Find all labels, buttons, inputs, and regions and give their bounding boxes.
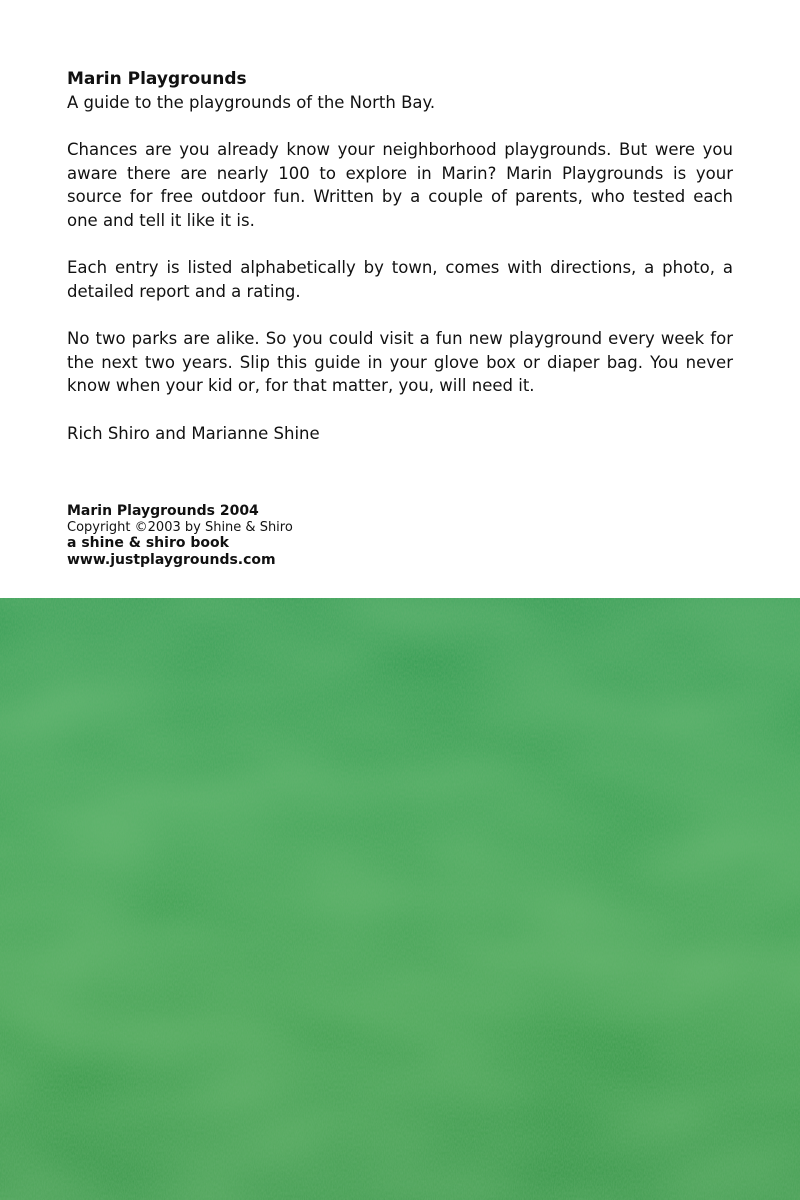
intro-text-block bbox=[67, 68, 733, 445]
grass-texture bbox=[0, 598, 800, 1200]
colophon bbox=[67, 502, 467, 569]
paragraph-entries: Each entry is listed alphabetically by town, comes with directions, a photo, a detailed report and a rating. bbox=[67, 258, 733, 301]
imprint-line: a shine & shiro book bbox=[67, 535, 229, 551]
website-link[interactable]: www.justplaygrounds.com bbox=[67, 552, 276, 568]
grass-lawn-photo bbox=[0, 598, 800, 1200]
paragraph-intro: Chances are you already know your neighborhood playgrounds. But were you aware there are nearly 100 to explore in Marin? Marin Playgrounds is your source for free outdoor fun. Written by a couple of parents, who tested each one and tell it like it is. bbox=[67, 140, 733, 230]
authors-line: Rich Shiro and Marianne Shine bbox=[67, 423, 320, 443]
book-title: Marin Playgrounds bbox=[67, 69, 247, 89]
edition-title: Marin Playgrounds 2004 bbox=[67, 503, 259, 519]
paragraph-parks: No two parks are alike. So you could visit a fun new playground every week for the next two years. Slip this guide in your glove box or diaper bag. You never know when your kid or, for that matter, you, will need it. bbox=[67, 329, 733, 395]
book-subtitle: A guide to the playgrounds of the North Bay. bbox=[67, 93, 436, 112]
copyright-line: Copyright ©2003 by Shine & Shiro bbox=[67, 520, 293, 535]
